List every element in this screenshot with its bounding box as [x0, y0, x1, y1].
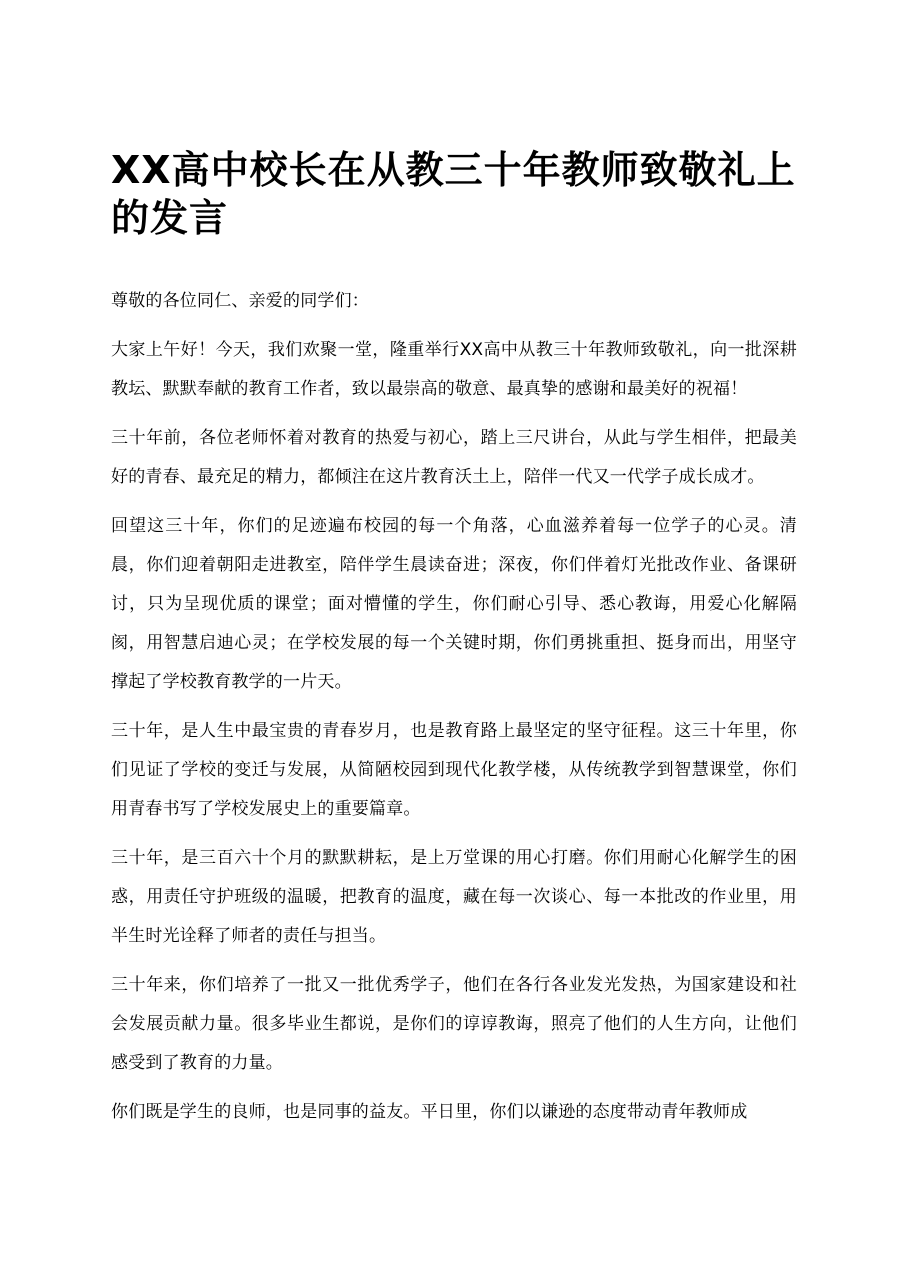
paragraph: 大家上午好！今天，我们欢聚一堂，隆重举行XX高中从教三十年教师致敬礼，向一批深耕教坛、默默奉献的教育工作者，致以最崇高的敬意、最真挚的感谢和最美好的祝福！	[111, 340, 797, 399]
paragraph: 你们既是学生的良师，也是同事的益友。平日里，你们以谦逊的态度带动青年教师成	[111, 1102, 748, 1122]
document-page	[111, 146, 797, 1142]
paragraph: 三十年，是三百六十个月的默默耕耘，是上万堂课的用心打磨。你们用耐心化解学生的困惑，用责任守护班级的温暖，把教育的温度，藏在每一次谈心、每一本批改的作业里，用半生时光诠释了师者的责任与担当。	[111, 848, 797, 946]
paragraph: 三十年前，各位老师怀着对教育的热爱与初心，踏上三尺讲台，从此与学生相伴，把最美好的青春、最充足的精力，都倾注在这片教育沃土上，陪伴一代又一代学子成长成才。	[111, 428, 797, 487]
paragraph: 回望这三十年，你们的足迹遍布校园的每一个角落，心血滋养着每一位学子的心灵。清晨，你们迎着朝阳走进教室，陪伴学生晨读奋进；深夜，你们伴着灯光批改作业、备课研讨，只为呈现优质的课堂；面对懵懂的学生，你们耐心引导、悉心教诲，用爱心化解隔阂，用智慧启迪心灵；在学校发展的每一个关键时期，你们勇挑重担、挺身而出，用坚守撑起了学校教育教学的一片天。	[111, 516, 797, 692]
paragraph-salutation: 尊敬的各位同仁、亲爱的同学们：	[111, 291, 369, 311]
document-title: XX高中校长在从教三十年教师致敬礼上的发言	[111, 148, 796, 240]
paragraph: 三十年来，你们培养了一批又一批优秀学子，他们在各行各业发光发热，为国家建设和社会发展贡献力量。很多毕业生都说，是你们的谆谆教诲，照亮了他们的人生方向，让他们感受到了教育的力量。	[111, 975, 797, 1073]
paragraph: 三十年，是人生中最宝贵的青春岁月，也是教育路上最坚定的坚守征程。这三十年里，你们见证了学校的变迁与发展，从简陋校园到现代化教学楼，从传统教学到智慧课堂，你们用青春书写了学校发展史上的重要篇章。	[111, 721, 797, 819]
